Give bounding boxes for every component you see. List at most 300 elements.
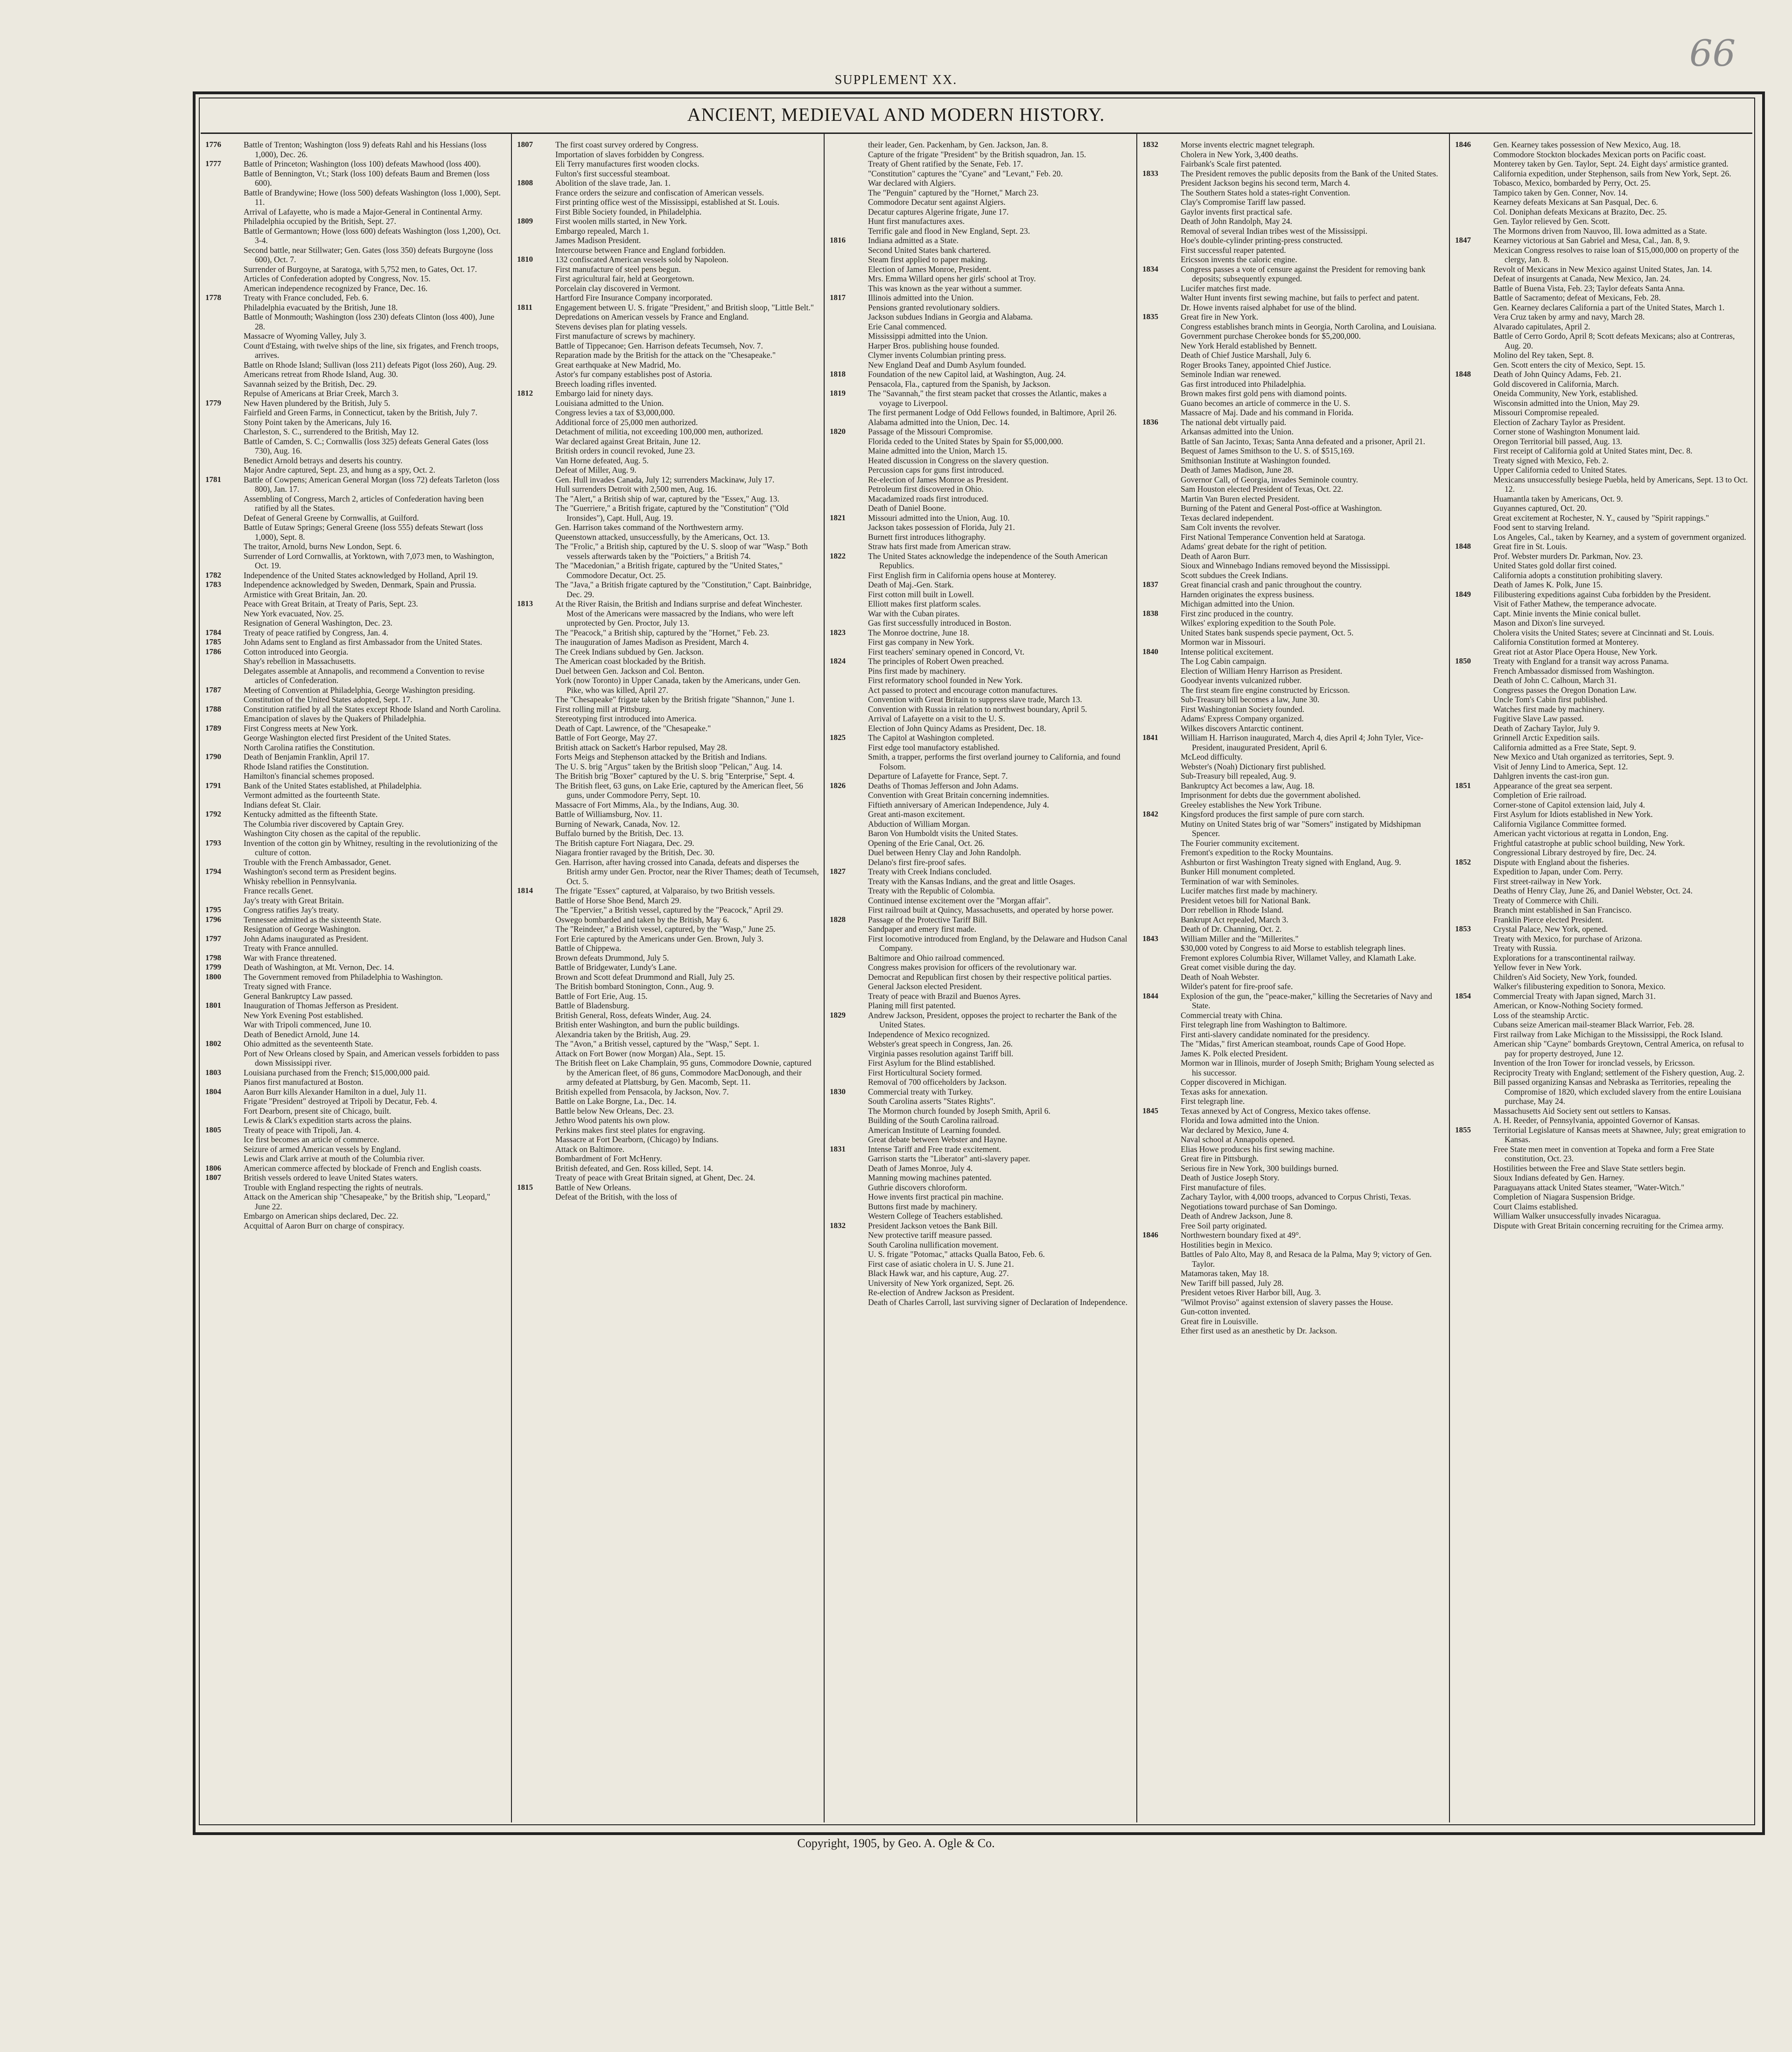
year-block [1142, 580, 1444, 609]
event-list [244, 781, 506, 810]
history-event: Termination of war with Seminoles. [1181, 876, 1299, 886]
event-list [1181, 609, 1444, 647]
history-event: Inauguration of Thomas Jefferson as President. [244, 1001, 399, 1010]
history-event: Gold discovered in California, March. [1493, 379, 1619, 389]
history-event: Gas first introduced into Philadelphia. [1181, 379, 1306, 389]
year-block [1455, 924, 1749, 991]
history-event: Death of Justice Joseph Story. [1181, 1173, 1280, 1182]
history-event: Expedition to Japan, under Com. Perry. [1493, 867, 1623, 876]
year-label: 1851 [1455, 781, 1471, 790]
history-event: Jackson takes possession of Florida, July 21. [868, 523, 1015, 532]
year-block [205, 1068, 506, 1087]
history-column-3 [830, 140, 1132, 1817]
history-event: First English firm in California opens house at Monterey. [868, 570, 1056, 580]
year-label: 1801 [205, 1001, 221, 1010]
history-event: British General, Ross, defeats Winder, Aug. 24. [555, 1010, 711, 1020]
history-event: Bill passed organizing Kansas and Nebraska as Territories, repealing the Compromise of 1820, which excluded slavery from the entire Louisiana purchase, May 24. [1493, 1077, 1742, 1106]
year-block [830, 1221, 1132, 1307]
year-label: 1813 [517, 599, 533, 608]
history-event: Mutiny on United States brig of war "Somers" instigated by Midshipman Spencer. [1181, 819, 1421, 838]
history-event: Convention with Great Britain concerning indemnities. [868, 790, 1049, 800]
history-event: Franklin Pierce elected President. [1493, 914, 1604, 924]
history-event: The Creek Indians subdued by Gen. Jackson. [555, 647, 704, 656]
supplement-header: SUPPLEMENT XX. [834, 73, 958, 87]
history-event: Matamoras taken, May 18. [1181, 1269, 1269, 1278]
history-event: Martin Van Buren elected President. [1181, 494, 1300, 503]
history-event: Removal of several Indian tribes west of the Mississippi. [1181, 226, 1368, 236]
history-event: Congress establishes branch mints in Georgia, North Carolina, and Louisiana. [1181, 321, 1436, 331]
history-event: Battle of Trenton; Washington (loss 9) defeats Rahl and his Hessians (loss 1,000), Dec. 26. [244, 140, 487, 159]
history-event: Treaty with Mexico, for purchase of Arizona. [1493, 934, 1642, 943]
history-event: The U. S. brig "Argus" taken by the British sloop "Pelican," Aug. 14. [555, 761, 783, 771]
year-block [205, 972, 506, 1001]
history-event: Adams' great debate for the right of petition. [1181, 542, 1327, 551]
event-list [244, 934, 506, 953]
history-event: Great earthquake at New Madrid, Mo. [555, 360, 681, 370]
history-event: Battle of Chippewa. [555, 943, 622, 953]
year-block [517, 389, 819, 599]
year-block [1455, 236, 1749, 370]
history-event: Heated discussion in Congress on the slavery question. [868, 455, 1049, 465]
event-list [868, 656, 1132, 733]
history-event: Stevens devises plan for plating vessels. [555, 321, 687, 331]
history-event: William Walker unsuccessfully invades Nicaragua. [1493, 1211, 1661, 1221]
history-event: Mexicans unsuccessfully besiege Puebla, held by Americans, Sept. 13 to Oct. 12. [1493, 475, 1748, 494]
history-event: Western College of Teachers established. [868, 1211, 1003, 1221]
history-event: Fremont's expedition to the Rocky Mountains. [1181, 848, 1333, 857]
event-list [555, 599, 819, 886]
history-event: York (now Toronto) in Upper Canada, taken by the Americans, under Gen. Pike, who was killed, April 27. [555, 676, 801, 695]
history-event: First reformatory school founded in New York. [868, 676, 1023, 685]
history-event: Government purchase Cherokee bonds for $5,200,000. [1181, 331, 1361, 341]
history-event: First anti-slavery candidate nominated for the presidency. [1181, 1029, 1370, 1039]
history-event: Congressional Library destroyed by fire, Dec. 24. [1493, 848, 1657, 857]
event-list [1181, 991, 1444, 1106]
history-event: First Bible Society founded, in Philadelphia. [555, 207, 702, 216]
event-list [1181, 418, 1444, 580]
history-event: The Columbia river discovered by Captain Grey. [244, 819, 404, 829]
history-event: Tobasco, Mexico, bombarded by Perry, Oct. 25. [1493, 178, 1651, 188]
year-block [830, 733, 1132, 781]
history-event: Morse invents electric magnet telegraph. [1181, 140, 1315, 149]
year-label: 1784 [205, 628, 221, 637]
history-event: their leader, Gen. Packenham, by Gen. Jackson, Jan. 8. [868, 140, 1048, 149]
history-event: Death of James Madison, June 28. [1181, 465, 1294, 475]
year-label: 1804 [205, 1087, 221, 1096]
event-list [868, 1221, 1132, 1307]
history-event: Mexican Congress resolves to raise loan of $15,000,000 on property of the clergy, Jan. 8. [1493, 245, 1739, 264]
history-event: Free Soil party originated. [1181, 1221, 1267, 1230]
year-block [205, 705, 506, 724]
history-event: Treaty of peace ratified by Congress, Jan. 4. [244, 628, 389, 637]
history-event: U. S. frigate "Potomac," attacks Qualla Batoo, Feb. 6. [868, 1249, 1045, 1259]
event-list [244, 580, 506, 628]
history-event: "Wilmot Proviso" against extension of slavery passes the House. [1181, 1297, 1393, 1307]
history-event: Arrival of Lafayette on a visit to the U. S. [868, 714, 1005, 723]
year-label: 1846 [1142, 1230, 1158, 1239]
year-block [1142, 169, 1444, 265]
history-event: First telegraph line from Washington to Baltimore. [1181, 1020, 1347, 1029]
history-event: Constitution ratified by all the States except Rhode Island and North Carolina. [244, 704, 501, 714]
history-event: Intense political excitement. [1181, 647, 1274, 656]
history-event: Missouri Compromise repealed. [1493, 408, 1599, 417]
year-label: 1786 [205, 647, 221, 656]
history-event: Battle of Bladensburg. [555, 1001, 630, 1010]
history-event: Rhode Island ratifies the Constitution. [244, 761, 369, 771]
history-event: Death of John Randolph, May 24. [1181, 216, 1292, 226]
history-event: California adopts a constitution prohibiting slavery. [1493, 570, 1663, 580]
history-event: Hunt first manufactures axes. [868, 216, 965, 226]
history-event: Great anti-mason excitement. [868, 810, 965, 819]
history-event: Michigan admitted into the Union. [1181, 599, 1295, 608]
history-event: Embargo repealed, March 1. [555, 226, 649, 236]
history-event: 132 confiscated American vessels sold by Napoleon. [555, 255, 728, 264]
year-block [205, 580, 506, 628]
history-event: Elias Howe produces his first sewing machine. [1181, 1144, 1335, 1154]
year-block [205, 398, 506, 475]
year-block [517, 1183, 819, 1202]
history-event: Florida ceded to the United States by Spain for $5,000,000. [868, 436, 1064, 446]
history-event: Lewis & Clark's expedition starts across the plains. [244, 1116, 412, 1125]
history-event: Watches first made by machinery. [1493, 704, 1605, 714]
event-list [868, 389, 1132, 427]
history-event: Gen. Kearney declares California a part of the United States, March 1. [1493, 302, 1725, 312]
event-list [1493, 542, 1749, 590]
history-event: Buttons first made by machinery. [868, 1201, 977, 1211]
history-event: Departure of Lafayette for France, Sept. 7. [868, 771, 1008, 781]
history-event: Charleston, S. C., surrendered to the British, May 12. [244, 427, 419, 436]
history-event: France orders the seizure and confiscation of American vessels. [555, 188, 764, 197]
year-block [205, 475, 506, 571]
history-event: Congress makes provision for officers of the revolutionary war. [868, 963, 1077, 972]
history-event: Additional force of 25,000 men authorized. [555, 417, 698, 427]
history-event: McLeod difficulty. [1181, 752, 1243, 761]
history-event: Manning mowing machines patented. [868, 1173, 992, 1182]
year-block [205, 159, 506, 293]
year-label: 1810 [517, 255, 533, 264]
year-label: 1796 [205, 914, 221, 924]
year-block [205, 685, 506, 705]
history-event: Fugitive Slave Law passed. [1493, 714, 1584, 723]
history-event: First woolen mills started, in New York. [555, 216, 687, 226]
history-event: Walter Hunt invents first sewing machine, but fails to perfect and patent. [1181, 293, 1420, 302]
event-list [868, 551, 1132, 628]
history-event: Battle of Tippecanoe; Gen. Harrison defeats Tecumseh, Nov. 7. [555, 341, 763, 350]
history-event: The "Savannah," the first steam packet that crosses the Atlantic, makes a voyage to Liverpool. [868, 389, 1107, 408]
history-event: George Washington elected first President of the United States. [244, 733, 451, 742]
history-event: Trouble with the French Ambassador, Genet. [244, 857, 391, 867]
history-event: Dispute with Great Britain concerning recruiting for the Crimea army. [1493, 1221, 1724, 1230]
history-event: Battle of Horse Shoe Bend, March 29. [555, 895, 681, 905]
history-event: Porcelain clay discovered in Vermont. [555, 283, 680, 293]
year-label: 1809 [517, 216, 533, 225]
year-block [205, 293, 506, 398]
event-list [1181, 647, 1444, 733]
history-event: Erie Canal commenced. [868, 321, 947, 331]
history-event: Hostilities begin in Mexico. [1181, 1240, 1273, 1249]
event-list [1493, 370, 1749, 542]
history-event: Congress passes a vote of censure against the President for removing bank deposits; subsequently expunged. [1181, 264, 1426, 283]
history-event: Battle of Bennington, Vt.; Stark (loss 100) defeats Baum and Bremen (loss 600). [244, 168, 490, 188]
year-label: 1783 [205, 580, 221, 589]
history-event: Kearney defeats Mexicans at San Pasqual, Dec. 6. [1493, 197, 1658, 207]
year-block [1142, 1106, 1444, 1231]
history-event: Perkins makes first steel plates for engraving. [555, 1125, 706, 1135]
history-event: British attack on Sackett's Harbor repulsed, May 28. [555, 742, 728, 752]
history-event: Defeat of Miller, Aug. 9. [555, 465, 637, 475]
year-block [205, 810, 506, 838]
history-event: Cholera in New York, 3,400 deaths. [1181, 149, 1298, 159]
history-event: Ether first used as an anesthetic by Dr. Jackson. [1181, 1326, 1337, 1335]
event-list [1181, 733, 1444, 810]
year-block [830, 427, 1132, 513]
history-event: Wisconsin admitted into the Union, May 29. [1493, 398, 1640, 408]
history-event: The British capture Fort Niagara, Dec. 29. [555, 838, 694, 848]
history-event: Death of John C. Calhoun, March 31. [1493, 676, 1617, 685]
event-list [1181, 580, 1444, 609]
history-event: Free State men meet in convention at Topeka and form a Free State constitution, Oct. 23. [1493, 1144, 1715, 1163]
history-event: Jackson subdues Indians in Georgia and Alabama. [868, 312, 1033, 321]
history-event: Guthrie discovers chloroform. [868, 1182, 967, 1192]
history-event: Death of Maj.-Gen. Stark. [868, 580, 954, 589]
event-list [555, 389, 819, 599]
history-event: The British bombard Stonington, Conn., Aug. 9. [555, 982, 714, 991]
history-event: Battle of Fort Erie, Aug. 15. [555, 991, 648, 1001]
year-label: 1789 [205, 723, 221, 733]
history-event: Huamantla taken by Americans, Oct. 9. [1493, 494, 1623, 503]
history-event: Whisky rebellion in Pennsylvania. [244, 876, 357, 886]
year-block [517, 178, 819, 216]
event-list [244, 1087, 506, 1125]
history-event: Clay's Compromise Tariff law passed. [1181, 197, 1306, 207]
history-event: Seizure of armed American vessels by England. [244, 1144, 401, 1154]
history-event: Fairbank's Scale first patented. [1181, 159, 1282, 168]
history-event: The Southern States hold a states-right Convention. [1181, 188, 1351, 197]
year-label: 1848 [1455, 370, 1471, 378]
history-event: Battle of Williamsburg, Nov. 11. [555, 810, 662, 819]
year-block [205, 1001, 506, 1039]
history-event: Governor Call, of Georgia, invades Seminole country. [1181, 475, 1358, 484]
history-event: A. H. Reeder, of Pennsylvania, appointed Governor of Kansas. [1493, 1116, 1700, 1125]
history-event: Tampico taken by Gen. Conner, Nov. 14. [1493, 188, 1628, 197]
history-event: The "Epervier," a British vessel, captured by the "Peacock," April 29. [555, 905, 784, 914]
history-event: Frightful catastrophe at public school building, New York. [1493, 838, 1685, 848]
event-list [244, 1125, 506, 1164]
history-event: Dahlgren invents the cast-iron gun. [1493, 771, 1609, 781]
history-event: War with the Cuban pirates. [868, 608, 960, 618]
history-event: Steam first applied to paper making. [868, 255, 988, 264]
year-label: 1836 [1142, 417, 1158, 426]
history-event: Embargo on American ships declared, Dec. 22. [244, 1211, 399, 1221]
year-block [1142, 934, 1444, 991]
event-list [1493, 991, 1749, 1125]
year-block [205, 571, 506, 580]
history-event: Elliott makes first platform scales. [868, 599, 981, 608]
history-event: Philadelphia occupied by the British, Sept. 27. [244, 216, 396, 226]
year-label: 1832 [1142, 140, 1158, 149]
history-event: Cotton introduced into Georgia. [244, 647, 349, 656]
history-event: New Haven plundered by the British, July 5. [244, 398, 391, 408]
history-event: Treaty of peace with Brazil and Buenos Ayres. [868, 991, 1021, 1001]
year-label: 1832 [830, 1221, 846, 1230]
history-event: Engagement between U. S. frigate "President," and British sloop, "Little Belt." [555, 302, 814, 312]
history-event: Second United States bank chartered. [868, 245, 991, 255]
year-block [517, 216, 819, 255]
history-event: Completion of Erie railroad. [1493, 790, 1587, 800]
history-event: Percussion caps for guns first introduced. [868, 465, 1004, 475]
event-list [868, 1087, 1132, 1145]
history-event: Duel between Henry Clay and John Randolph. [868, 848, 1021, 857]
year-label: 1812 [517, 389, 533, 398]
history-event: Mason and Dixon's line surveyed. [1493, 618, 1605, 628]
history-event: Death of Aaron Burr. [1181, 551, 1250, 561]
history-event: Howe invents first practical pin machine. [868, 1192, 1004, 1201]
history-column-5 [1455, 140, 1749, 1817]
history-event: British defeated, and Gen. Ross killed, Sept. 14. [555, 1163, 714, 1173]
history-event: Vermont admitted as the fourteenth State. [244, 790, 380, 800]
history-event: Greeley establishes the New York Tribune. [1181, 800, 1322, 810]
history-event: Dr. Howe invents raised alphabet for use of the blind. [1181, 302, 1357, 312]
year-label: 1815 [517, 1182, 533, 1192]
history-event: Bombardment of Fort McHenry. [555, 1154, 662, 1163]
year-block [1142, 647, 1444, 733]
history-event: Death of John Quincy Adams, Feb. 21. [1493, 370, 1622, 379]
event-list [868, 1011, 1132, 1087]
history-event: Florida and Iowa admitted into the Union. [1181, 1116, 1319, 1125]
history-event: Ashburton or first Washington Treaty signed with England, Aug. 9. [1181, 857, 1401, 867]
event-list [555, 255, 819, 303]
year-label: 1793 [205, 838, 221, 847]
event-list [244, 953, 506, 963]
history-event: The Mormons driven from Nauvoo, Ill. Iowa admitted as a State. [1493, 226, 1707, 236]
history-event: Congress passes the Oregon Donation Law. [1493, 685, 1637, 695]
history-event: Completion of Niagara Suspension Bridge. [1493, 1192, 1635, 1201]
event-list [1181, 169, 1444, 265]
history-event: Clymer invents Columbian printing press. [868, 350, 1006, 360]
year-label: 1814 [517, 886, 533, 895]
history-event: Battles of Palo Alto, May 8, and Resaca de la Palma, May 9; victory of Gen. Taylor. [1181, 1249, 1432, 1269]
year-label: 1843 [1142, 934, 1158, 943]
history-event: General Bankruptcy Law passed. [244, 991, 353, 1001]
history-event: First Asylum for the Blind established. [868, 1058, 995, 1068]
history-event: California Vigilance Committee formed. [1493, 819, 1626, 829]
history-event: Treaty signed with France. [244, 982, 331, 991]
history-event: Mormon war in Illinois, murder of Joseph Smith; Brigham Young selected as his successor. [1181, 1058, 1434, 1077]
history-event: Mississippi admitted into the Union. [868, 331, 988, 341]
history-event: Surrender of Lord Cornwallis, at Yorktown, with 7,073 men, to Washington, Oct. 19. [244, 551, 494, 570]
history-event: Acquittal of Aaron Burr on charge of conspiracy. [244, 1221, 405, 1230]
history-event: Capt. Minie invents the Minie conical bullet. [1493, 608, 1641, 618]
year-label: 1831 [830, 1144, 846, 1153]
history-event: The first permanent Lodge of Odd Fellows founded, in Baltimore, April 26. [868, 408, 1117, 417]
year-block [830, 551, 1132, 628]
history-event: Massachusetts Aid Society sent out settlers to Kansas. [1493, 1106, 1671, 1116]
history-event: American, or Know-Nothing Society formed. [1493, 1001, 1643, 1010]
history-event: Battle of Eutaw Springs; General Greene (loss 555) defeats Stewart (loss 1,000), Sept. 8. [244, 523, 483, 542]
event-list [555, 140, 819, 178]
history-event: Election of John Quincy Adams as President, Dec. 18. [868, 723, 1046, 733]
history-event: Attack on Fort Bower (now Morgan) Ala., Sept. 15. [555, 1048, 726, 1058]
history-event: The "Avon," a British vessel, captured by the "Wasp," Sept. 1. [555, 1039, 759, 1048]
history-event: War declared by Mexico, June 4. [1181, 1125, 1289, 1135]
history-event: Maine admitted into the Union, March 15. [868, 446, 1008, 455]
history-event: The principles of Robert Owen preached. [868, 656, 1004, 666]
history-event: "Constitution" captures the "Cyane" and "Levant," Feb. 20. [868, 168, 1063, 178]
year-label: 1800 [205, 972, 221, 981]
history-event: Indians defeat St. Clair. [244, 800, 321, 810]
history-event: American independence recognized by France, Dec. 16. [244, 283, 428, 293]
event-list [555, 216, 819, 255]
history-event: Death of Daniel Boone. [868, 503, 946, 513]
history-event: First manufacture of screws by machinery. [555, 331, 695, 341]
event-list [1493, 140, 1749, 236]
history-event: Oneida Community, New York, established. [1493, 389, 1638, 398]
history-event: Congress ratifies Jay's treaty. [244, 905, 339, 914]
year-label: 1825 [830, 733, 846, 742]
history-event: Brown defeats Drummond, July 5. [555, 953, 669, 963]
year-block [517, 140, 819, 178]
copyright-line: Copyright, 1905, by Geo. A. Ogle & Co. [797, 1836, 995, 1850]
history-event: United States bank suspends specie payment, Oct. 5. [1181, 628, 1354, 637]
history-event: First successful reaper patented. [1181, 245, 1286, 255]
history-event: Intercourse between France and England forbidden. [555, 245, 726, 255]
event-list [244, 1164, 506, 1173]
history-event: Great fire in New York. [1181, 312, 1259, 321]
year-block [205, 628, 506, 638]
history-event: First Horticultural Society formed. [868, 1068, 982, 1077]
event-list [1181, 934, 1444, 991]
history-event: The "Penguin" captured by the "Hornet," March 23. [868, 188, 1039, 197]
history-event: Embargo laid for ninety days. [555, 389, 653, 398]
history-column-4 [1142, 140, 1444, 1817]
history-event: Massacre of Fort Mimms, Ala., by the Indians, Aug. 30. [555, 800, 739, 810]
year-block [205, 838, 506, 867]
history-event: American commerce affected by blockade of French and English coasts. [244, 1163, 482, 1173]
history-event: Planing mill first patented. [868, 1001, 956, 1010]
history-event: Jethro Wood patents his own plow. [555, 1116, 670, 1125]
year-label: 1798 [205, 953, 221, 962]
event-list [244, 867, 506, 905]
history-event: Gen. Harrison takes command of the Northwestern army. [555, 523, 743, 532]
history-event: Buffalo burned by the British, Dec. 13. [555, 829, 684, 838]
history-event: Great fire in Pittsburgh. [1181, 1154, 1259, 1163]
history-event: Attack on the American ship "Chesapeake," by the British ship, "Leopard," June 22. [244, 1192, 490, 1211]
year-label: 1840 [1142, 647, 1158, 656]
history-event: Grinnell Arctic Expedition sails. [1493, 733, 1600, 742]
history-event: Tennessee admitted as the sixteenth State. [244, 914, 381, 924]
history-event: At the River Raisin, the British and Indians surprise and defeat Winchester. Most of the Americans were massacred by the Indians, who were left unprotected by Gen. Proctor, July 13. [555, 599, 803, 628]
year-block [1142, 1230, 1444, 1336]
history-event: Ohio admitted as the seventeenth State. [244, 1039, 373, 1048]
history-event: United States gold dollar first coined. [1493, 561, 1617, 570]
year-label: 1795 [205, 905, 221, 914]
year-block [205, 647, 506, 685]
history-event: New York evacuated, Nov. 25. [244, 608, 344, 618]
history-event: Filibustering expeditions against Cuba forbidden by the President. [1493, 589, 1711, 599]
event-list [1181, 1230, 1444, 1336]
history-event: Count d'Estaing, with twelve ships of the line, six frigates, and French troops, arrives. [244, 341, 499, 360]
year-block [205, 752, 506, 781]
year-label: 1855 [1455, 1125, 1471, 1134]
history-event: Meeting of Convention at Philadelphia, George Washington presiding. [244, 685, 475, 695]
history-event: Commodore Stockton blockades Mexican ports on Pacific coast. [1493, 149, 1706, 159]
year-label: 1838 [1142, 608, 1158, 618]
history-event: Pensions granted revolutionary soldiers. [868, 302, 1000, 312]
history-event: Wilkes' exploring expedition to the South Pole. [1181, 618, 1336, 628]
year-block [830, 867, 1132, 915]
history-event: The "Reindeer," a British vessel, captured, by the "Wasp," June 25. [555, 924, 776, 934]
year-label: 1821 [830, 513, 846, 522]
